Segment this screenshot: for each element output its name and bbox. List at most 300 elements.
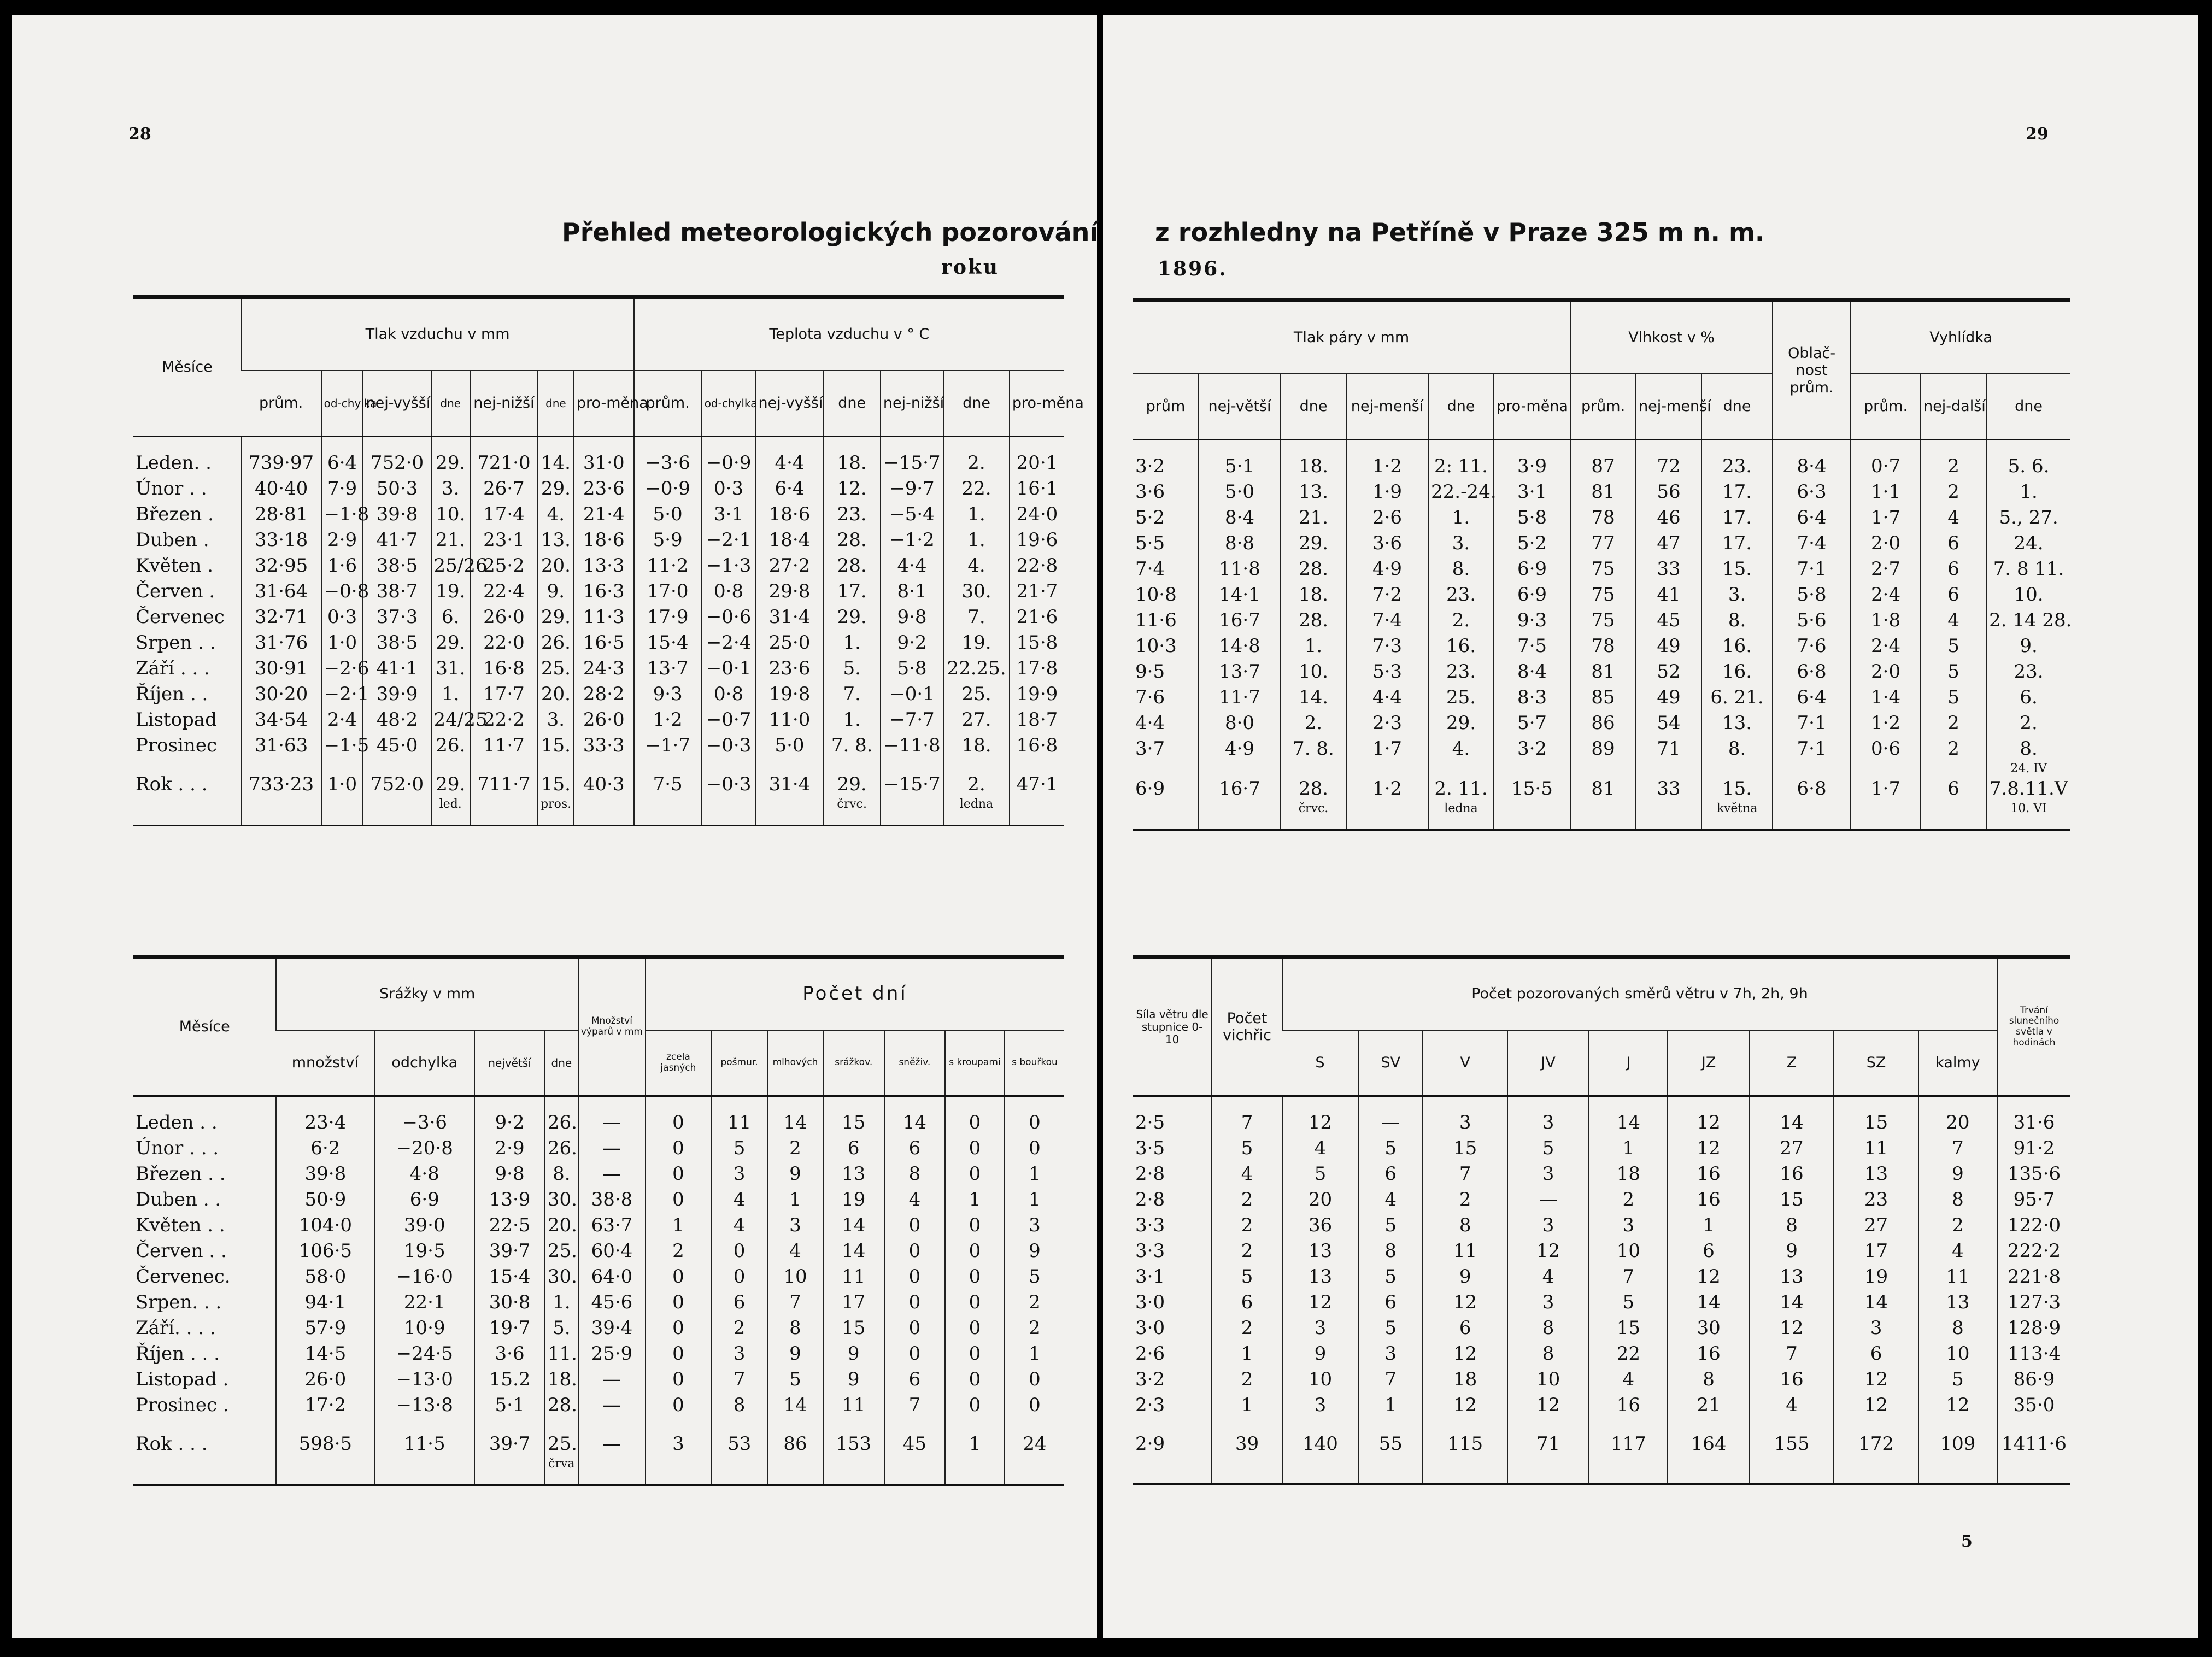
table-cell: 28·2 [574,681,634,707]
table-cell: 28. [1281,556,1346,582]
table-cell: 0 [646,1392,711,1418]
table-cell: 24 [1005,1431,1064,1457]
table-cell: 2·3 [1346,710,1428,736]
table-cell: 16·7 [1199,608,1281,633]
table-cell: 75 [1570,582,1636,608]
table-cell: 11 [711,1110,768,1136]
table-cell: 5·8 [881,656,943,681]
col-header: dne [545,1030,578,1096]
table-cell [1773,802,1851,816]
table-cell: 12 [1668,1136,1749,1161]
table-cell: 30·8 [474,1290,545,1315]
table-cell: 9·2 [474,1110,545,1136]
table-cell: Duben . [136,529,209,551]
table-cell [578,1457,646,1471]
table-cell: 8·4 [1773,454,1851,479]
table-cell [1918,1096,1997,1110]
col-header: nej-vyšší [756,371,824,437]
table-cell: 29·8 [756,579,824,604]
table-cell: 56 [1636,479,1701,505]
table-cell: 1·6 [321,553,363,579]
table-cell: 14 [1750,1290,1834,1315]
col-header: dne [1428,374,1494,440]
table-cell [767,1096,823,1110]
table-cell: 3·2 [1135,1368,1165,1390]
header-visibility: Vyhlídka [1851,301,2070,374]
spacer-row [1133,1418,2070,1431]
table-cell: Srpen. . . [136,1291,222,1313]
table-cell [1921,762,1986,776]
table-cell [1494,802,1570,816]
table-cell: 31·64 [242,579,321,604]
table-cell: 8·4 [1199,505,1281,531]
table-cell: 12 [1282,1290,1358,1315]
table-cell: 0 [945,1367,1005,1392]
table-cell: 1. [1986,479,2070,505]
table-cell: 41·7 [363,527,431,553]
table-cell: Červenec. [136,1266,231,1288]
table-cell: 2·0 [1851,531,1921,556]
table-cell: Duben . . [136,1189,221,1211]
table-cell: 11 [823,1264,884,1290]
table-cell: 1·7 [1851,776,1921,802]
table-cell: 49 [1636,685,1701,710]
col-header: nej-menší [1636,374,1701,440]
table-cell: 1. [1281,633,1346,659]
table-cell: 21·7 [1010,579,1064,604]
table-cell: 3 [1507,1213,1589,1238]
table-cell: 4 [711,1213,768,1238]
col-header: s kroupami [945,1030,1005,1096]
table-cell: 752·0 [363,450,431,476]
table-cell: 2. [943,772,1010,797]
table-cell [1668,1096,1749,1110]
table-cell [884,1418,945,1431]
table-cell: 28. [545,1392,578,1418]
table-cell [1701,816,1773,830]
table-cell: 28. [824,527,881,553]
col-header: dne [943,371,1010,437]
table-cell: 38·5 [363,630,431,656]
table-cell: 58·0 [276,1264,374,1290]
table-cell: 8·1 [881,579,943,604]
col-header: dne [431,371,470,437]
table-cell: 8 [1750,1213,1834,1238]
table-cell: 72 [1636,454,1701,479]
header-wind-strength: Síla větru dle stupnice 0-10 [1133,957,1212,1096]
table-cell: 4 [767,1238,823,1264]
table-cell: 81 [1570,776,1636,802]
table-cell: 2 [1212,1213,1282,1238]
table-cell: 2 [1212,1367,1282,1392]
table-cell: 2 [1212,1187,1282,1213]
table-cell: 7 [1750,1341,1834,1367]
left-page [12,15,1097,1638]
table-cell [1750,1457,1834,1470]
table-cell [1282,1096,1358,1110]
table-cell: 5 [711,1136,768,1161]
table-cell [1133,802,1199,816]
table-cell: 31·76 [242,630,321,656]
table-cell: 1 [1589,1136,1668,1161]
table-cell: 3 [1507,1110,1589,1136]
table-cell: 1·7 [1346,736,1428,762]
col-header: dne [1281,374,1346,440]
table-cell: 115 [1423,1431,1507,1457]
table-cell [767,1471,823,1485]
table-cell [1589,1457,1668,1470]
table-cell: 2 [1589,1187,1668,1213]
table-cell: 17·8 [1010,656,1064,681]
col-header: SZ [1834,1030,1918,1096]
table-cell: 15. [538,733,574,759]
table-cell: 18·6 [756,502,824,527]
total-row-continued [133,1457,1064,1471]
table-row [1133,1110,2070,1136]
table-cell: −0·7 [702,707,756,733]
table-cell: 4. [1428,736,1494,762]
table-cell: 2. [1986,710,2070,736]
table-cell: 5·0 [756,733,824,759]
table-cell: 2·4 [321,707,363,733]
table-cell [1570,802,1636,816]
table-cell: 0·6 [1851,736,1921,762]
table-cell: 8 [711,1392,768,1418]
table-row [1133,582,2070,608]
table-row [1133,1367,2070,1392]
table-cell: 0·7 [1851,454,1921,479]
table-cell: 63·7 [578,1213,646,1238]
table-cell: 8. [1701,608,1773,633]
table-cell: 17. [1701,505,1773,531]
table-cell: 24·0 [1010,502,1064,527]
table-cell: 30. [943,579,1010,604]
table-cell: 2. 11. [1428,776,1494,802]
table-cell [1346,762,1428,776]
table-cell: — [578,1161,646,1187]
table-cell [1358,1418,1423,1431]
table-cell [1494,762,1570,776]
table-cell: 23·4 [276,1110,374,1136]
table-cell: 8 [767,1315,823,1341]
table-cell [945,1418,1005,1431]
table-cell [470,437,538,451]
table-cell: ledna [943,797,1010,812]
col-header: pošmur. [711,1030,768,1096]
table-cell: 39·7 [474,1238,545,1264]
table-cell: Listopad [136,709,217,731]
table-cell: 11·3 [574,604,634,630]
table-cell: 5·5 [1135,532,1165,554]
table-cell: 41·1 [363,656,431,681]
table-cell: 8·8 [1199,531,1281,556]
table-cell: 4 [1918,1238,1997,1264]
table-cell [881,797,943,812]
table-cell [756,812,824,826]
table-cell: 86 [767,1431,823,1457]
table-cell: −3·6 [634,450,702,476]
table-cell: 5·3 [1346,659,1428,685]
table-cell: 2 [1921,479,1986,505]
table-cell: 30. [545,1187,578,1213]
table-cell: 26·0 [470,604,538,630]
spacer-row [1133,1096,2070,1110]
table-cell [1010,759,1064,772]
table-cell: 0 [945,1392,1005,1418]
table-cell: 15·8 [1010,630,1064,656]
table-cell: 5 [767,1367,823,1392]
table-cell: 4 [1282,1136,1358,1161]
table-cell: 5., 27. [1986,505,2070,531]
table-cell: 2 [1921,710,1986,736]
table-cell: 8·4 [1494,659,1570,685]
table-cell: 26·0 [276,1367,374,1392]
table-cell: 29. [824,772,881,797]
table-cell [945,1471,1005,1485]
table-cell: 7·3 [1346,633,1428,659]
col-header: prům. [1851,374,1921,440]
table-cell [1358,1457,1423,1470]
table-cell: 55 [1358,1431,1423,1457]
table-cell: 0 [945,1341,1005,1367]
table-cell [1997,1418,2070,1431]
table-cell: 11. [545,1341,578,1367]
title-right: z rozhledny na Petříně v Praze 325 m n. m. [1155,218,1765,247]
table-cell: 25. [943,681,1010,707]
table-cell: 128·9 [1997,1315,2070,1341]
table-cell: 18 [1423,1367,1507,1392]
table-cell: −0·3 [702,733,756,759]
table-cell: 6·8 [1773,659,1851,685]
col-header: nej-větší [1199,374,1281,440]
table-cell: 6 [884,1136,945,1161]
table-cell: 5 [1212,1264,1282,1290]
table-cell: 24. IV [1986,762,2070,776]
table-cell: 2·8 [1135,1163,1165,1185]
table-cell: — [578,1110,646,1136]
table-cell: Listopad . [136,1368,229,1390]
table-cell: 13. [1281,479,1346,505]
col-header: dne [1701,374,1773,440]
table-cell [884,1471,945,1485]
table-cell: 23. [1428,659,1494,685]
table-cell: 1·0 [321,630,363,656]
table-cell: 17·2 [276,1392,374,1418]
table-cell [1212,1470,1282,1484]
table-cell [1423,1457,1507,1470]
table-cell: 2 [1918,1213,1997,1238]
table-cell [474,1418,545,1431]
table-cell: 16. [1701,633,1773,659]
spacer-row [133,812,1064,826]
table-cell: 4 [1358,1187,1423,1213]
table-cell: Prosinec [136,735,217,756]
table-cell: 29. [538,604,574,630]
table-cell: 40·3 [574,772,634,797]
table-cell: 598·5 [276,1431,374,1457]
table-cell: 19 [1834,1264,1918,1290]
table-cell: — [1358,1110,1423,1136]
table-cell: 1. [943,502,1010,527]
table-cell: 27. [943,707,1010,733]
table-cell: 26. [545,1110,578,1136]
table-cell: 3 [1507,1161,1589,1187]
table-cell: 5 [1921,633,1986,659]
table-cell: 25/26 [431,553,470,579]
col-header: největší [474,1030,545,1096]
table-cell [1668,1470,1749,1484]
table-cell: 5 [1358,1213,1423,1238]
table-cell: 3·1 [1494,479,1570,505]
table-cell: 16·8 [470,656,538,681]
table-cell: 21. [1281,505,1346,531]
table-cell: 7 [1212,1110,1282,1136]
table-cell [1133,1457,1212,1470]
table-cell: 30 [1668,1315,1749,1341]
table-cell: 18. [1281,582,1346,608]
table-row [1133,736,2070,762]
col-header: pro-měna [574,371,634,437]
table-cell: 3·7 [1135,738,1165,760]
table-cell: 6 [1358,1161,1423,1187]
table-cell: 19 [823,1187,884,1213]
table-cell: 2·9 [1135,1433,1165,1455]
table-row [1133,710,2070,736]
table-row [1133,479,2070,505]
table-cell: −3·6 [374,1110,474,1136]
col-header: dne [538,371,574,437]
table-cell: 17·0 [634,579,702,604]
table-cell [943,437,1010,451]
table-cell: 3 [1589,1213,1668,1238]
table-cell: 12 [1750,1315,1834,1341]
table-cell: 13·7 [1199,659,1281,685]
table-cell: 8 [884,1161,945,1187]
table-cell: 16·3 [574,579,634,604]
table-cell: 16·5 [574,630,634,656]
table-cell: 0·3 [702,476,756,502]
table-cell: 3·9 [1494,454,1570,479]
table-cell: 1 [1212,1341,1282,1367]
table-cell: 17 [1834,1238,1918,1264]
table-cell: 24·3 [574,656,634,681]
table-cell: 1·4 [1851,685,1921,710]
table-cell: 4 [1212,1161,1282,1187]
table-cell: 8 [1918,1315,1997,1341]
table-cell: 15·4 [474,1264,545,1290]
table-cell [1921,802,1986,816]
table-cell [538,759,574,772]
table-cell: 4 [1507,1264,1589,1290]
table-cell: 0 [646,1136,711,1161]
table-cell: 14 [1834,1290,1918,1315]
table-cell [1005,1471,1064,1485]
table-cell: 14·8 [1199,633,1281,659]
table-cell: 8. [1701,736,1773,762]
table-cell: Rok . . . [136,773,208,795]
table-row [133,450,1064,476]
table-cell: 48·2 [363,707,431,733]
table-cell: 3 [1282,1392,1358,1418]
table-cell: 49 [1636,633,1701,659]
table-cell: 2·9 [321,527,363,553]
table-cell: 104·0 [276,1213,374,1238]
table-cell: 6·4 [1773,685,1851,710]
table-cell [1423,1470,1507,1484]
table-cell [1668,1457,1749,1470]
table-cell: 21·6 [1010,604,1064,630]
table-cell: 13 [1282,1264,1358,1290]
total-row-pre [1133,762,2070,776]
table-cell [242,812,321,826]
table-cell: 1 [1005,1161,1064,1187]
table-cell [1507,1096,1589,1110]
table-cell: 4 [1921,608,1986,633]
table-cell: 6 [1212,1290,1282,1315]
col-header: dne [1986,374,2070,440]
table-cell [321,797,363,812]
table-cell: 3·3 [1135,1214,1165,1236]
spacer-row [133,1471,1064,1485]
table-cell: 9. [538,579,574,604]
table-cell: 21 [1668,1392,1749,1418]
table-cell [702,437,756,451]
table-cell [824,437,881,451]
col-header: od-chylka [702,371,756,437]
table-cell [881,759,943,772]
table-cell: 5 [1921,685,1986,710]
col-header: prům. [1570,374,1636,440]
table-cell [1005,1096,1064,1110]
table-cell: 10 [1918,1341,1997,1367]
table-cell: 9 [767,1341,823,1367]
table-cell [1133,1470,1212,1484]
table-cell [1834,1096,1918,1110]
table-cell: 3·0 [1135,1291,1165,1313]
table-row [133,1110,1064,1136]
table-cell: 15 [1589,1315,1668,1341]
table-cell: 20 [1918,1110,1997,1136]
table-cell [363,759,431,772]
table-cell [574,812,634,826]
table-cell [823,1457,884,1471]
table-cell: 2. [1428,608,1494,633]
table-cell: 0·3 [321,604,363,630]
table-cell: 46 [1636,505,1701,531]
total-row-continued [1133,802,2070,816]
col-header: SV [1358,1030,1423,1096]
table-cell: 113·4 [1997,1341,2070,1367]
table-row [133,733,1064,759]
table-cell: 19·6 [1010,527,1064,553]
table-cell: 11 [1918,1264,1997,1290]
table-row [1133,633,2070,659]
table-row [133,1213,1064,1238]
table-row [1133,659,2070,685]
table-cell: 25. [538,656,574,681]
table-cell [1281,816,1346,830]
table-cell [1428,816,1494,830]
table-row [1133,1315,2070,1341]
table-cell: 19·7 [474,1315,545,1341]
table-cell [1589,1096,1668,1110]
table-cell: −0·6 [702,604,756,630]
spacer-row [1133,440,2070,454]
table-cell [538,437,574,451]
table-cell: 6 [1423,1315,1507,1341]
table-cell: 7 [1918,1136,1997,1161]
table-cell: 3. [1701,582,1773,608]
